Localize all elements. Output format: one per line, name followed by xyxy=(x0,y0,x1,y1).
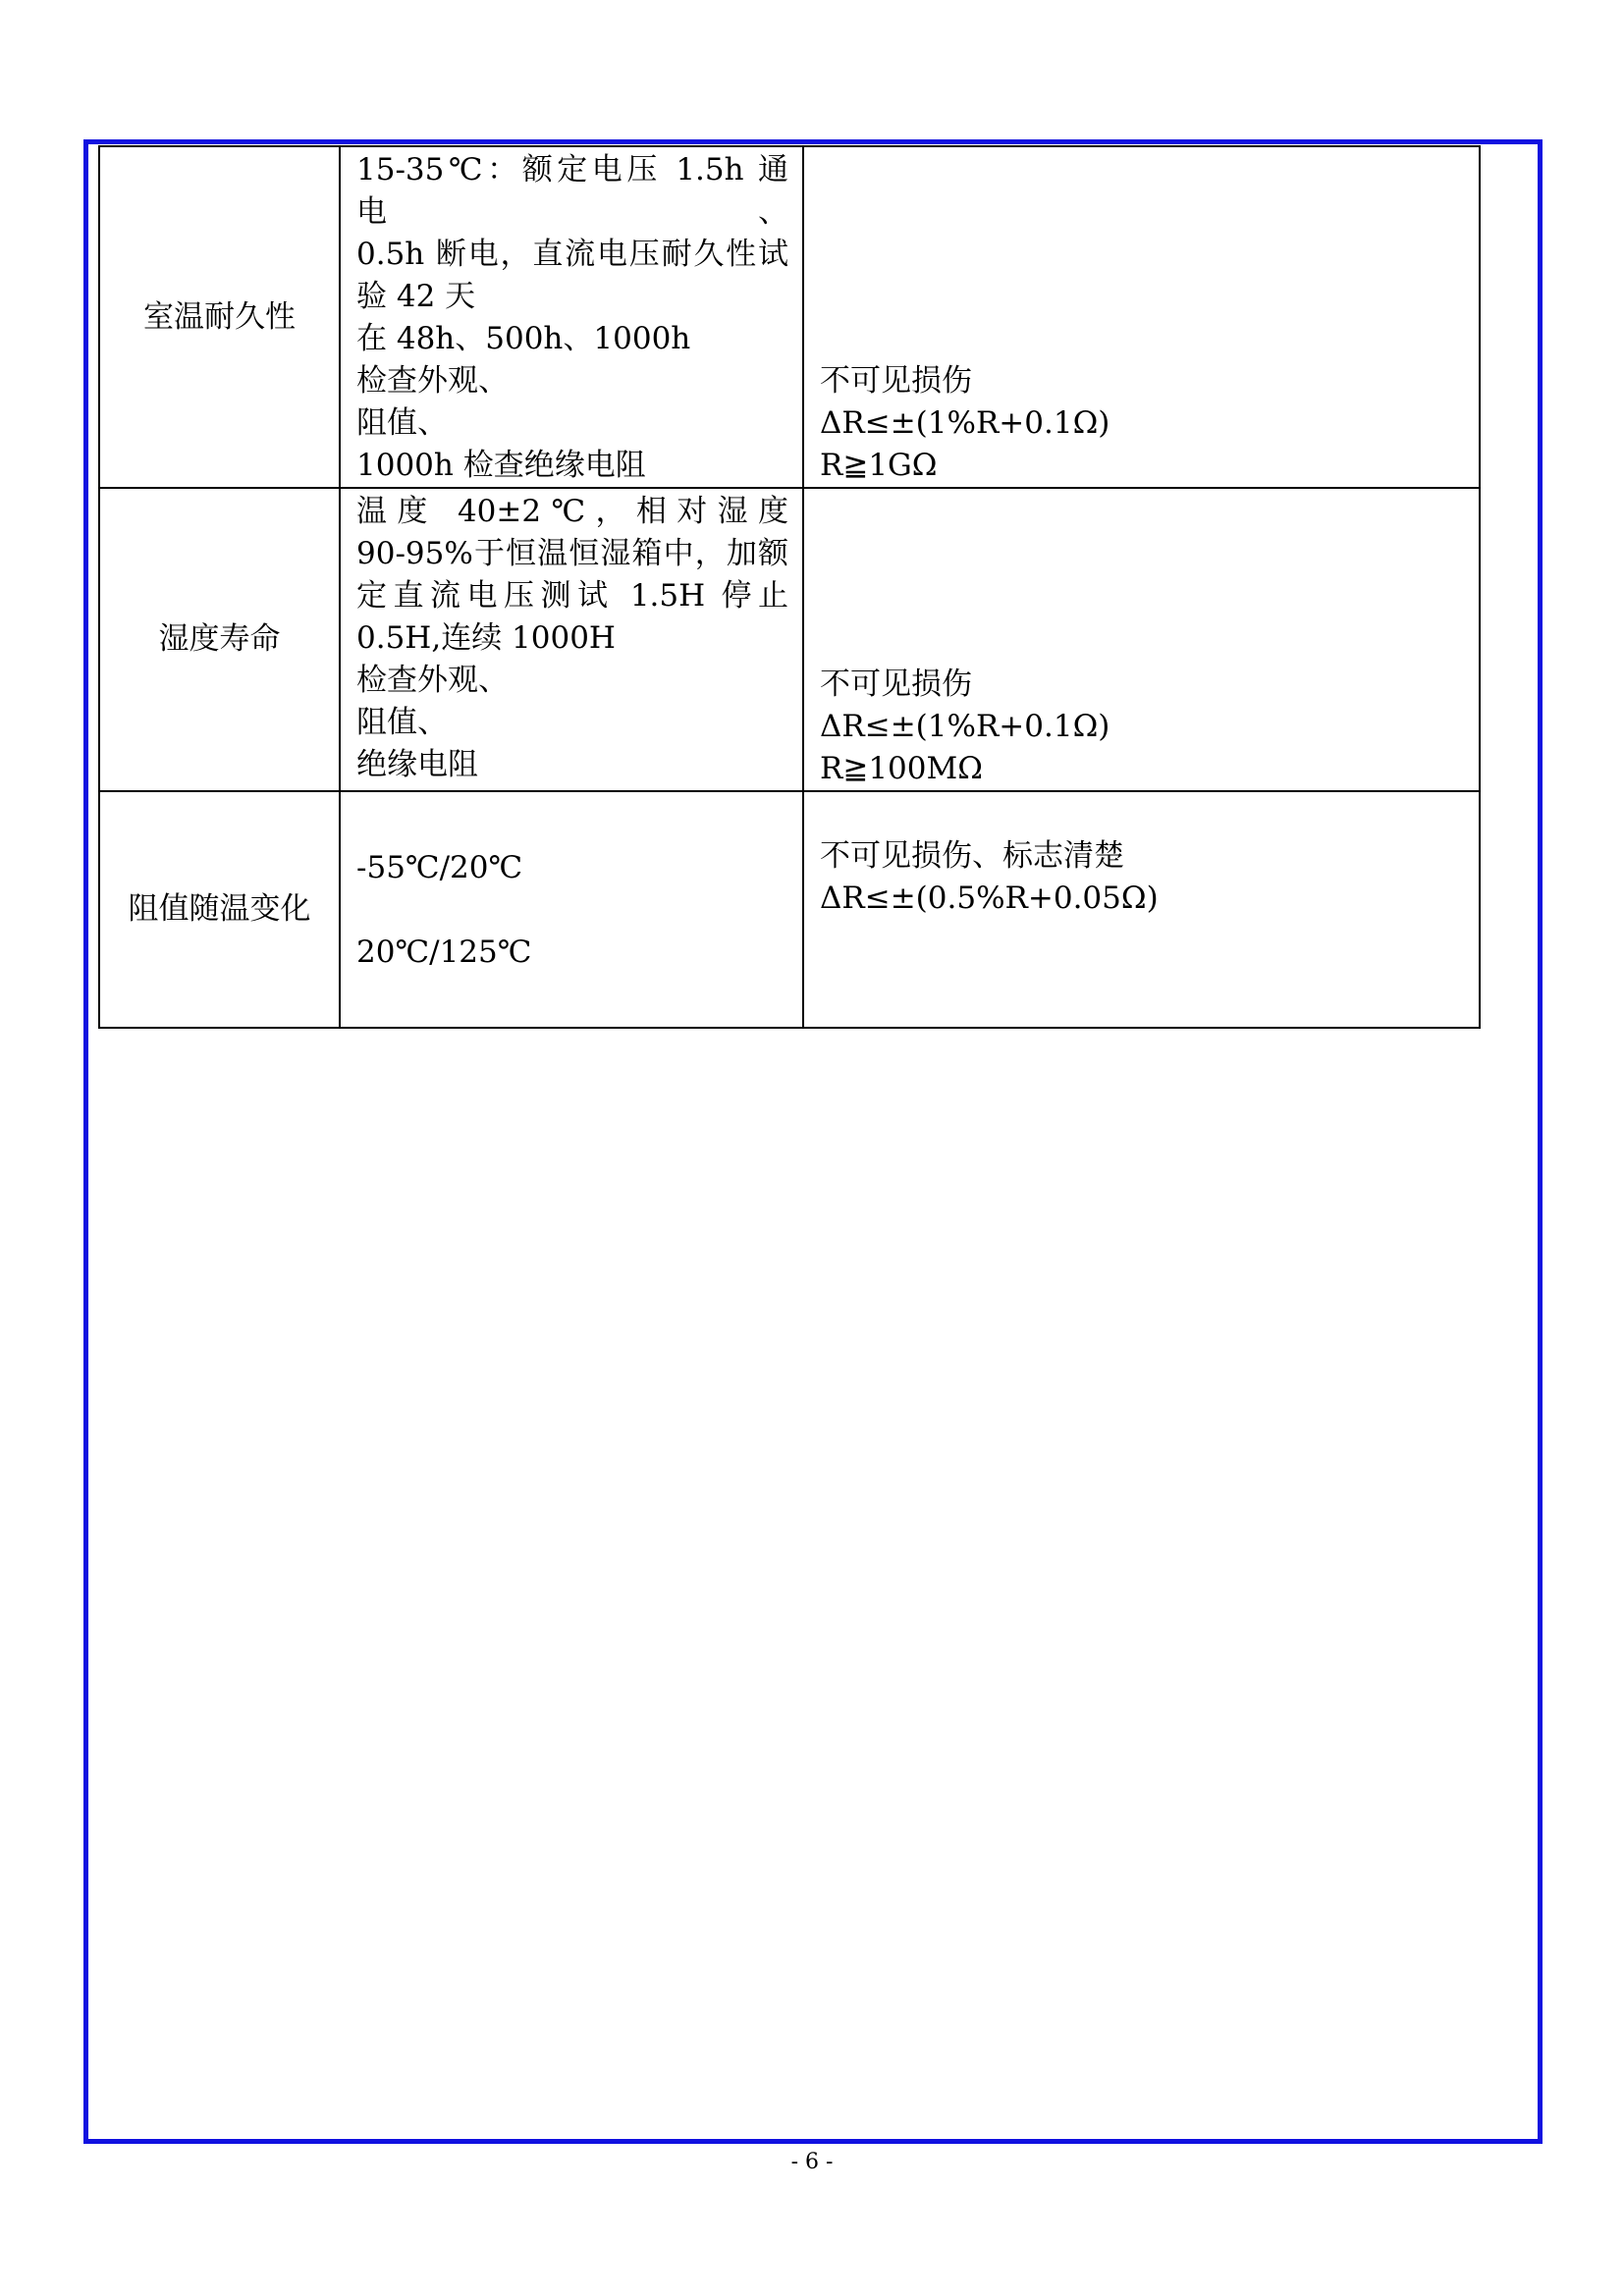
table-row xyxy=(99,488,1480,791)
requirements-cell xyxy=(803,488,1480,791)
condition-line: -55℃/20℃ xyxy=(356,850,523,885)
test-conditions-cell xyxy=(340,146,803,488)
condition-line: 绝缘电阻 xyxy=(356,747,478,782)
test-conditions-cell xyxy=(340,488,803,791)
requirement-line: 不可见损伤 xyxy=(820,667,972,702)
condition-line: 20℃/125℃ xyxy=(356,934,532,970)
requirement-line: ΔR≤±(1%R+0.1Ω) xyxy=(820,709,1110,744)
test-spec-table xyxy=(98,145,1481,1029)
condition-line: 检查外观、 xyxy=(356,363,509,399)
table-row xyxy=(99,791,1480,1028)
condition-line: 检查外观、 xyxy=(356,663,509,698)
page-number: - 6 - xyxy=(790,2150,834,2174)
requirement-line: R≧1GΩ xyxy=(820,448,938,483)
condition-line: 温度 40±2℃，相对湿度 xyxy=(356,494,788,529)
condition-line: 1000h 检查绝缘电阻 xyxy=(356,448,646,483)
condition-line: 90-95%于恒温恒湿箱中，加额 xyxy=(356,536,788,571)
table-row xyxy=(99,146,1480,488)
requirements-cell xyxy=(803,791,1480,1028)
condition-line: 15-35℃：额定电压 1.5h 通电、 xyxy=(356,152,788,230)
requirement-line: R≧100MΩ xyxy=(820,751,983,786)
test-item-cell: 室温耐久性 xyxy=(99,146,340,488)
requirement-line: ΔR≤±(0.5%R+0.05Ω) xyxy=(820,881,1159,916)
requirements-cell xyxy=(803,146,1480,488)
test-item-cell: 湿度寿命 xyxy=(99,488,340,791)
condition-line: 定直流电压测试 1.5H 停止 xyxy=(356,578,788,614)
requirement-line: 不可见损伤 xyxy=(820,363,972,399)
condition-line: 验 42 天 xyxy=(356,279,476,314)
requirement-line: 不可见损伤、标志清楚 xyxy=(820,838,1124,874)
condition-line: 在 48h、500h、1000h xyxy=(356,321,691,356)
test-item-cell: 阻值随温变化 xyxy=(99,791,340,1028)
test-conditions-cell xyxy=(340,791,803,1028)
condition-line: 0.5h 断电，直流电压耐久性试 xyxy=(356,237,788,272)
line-spacer xyxy=(356,889,788,932)
condition-line: 阻值、 xyxy=(356,705,448,740)
condition-line: 阻值、 xyxy=(356,405,448,441)
requirement-line: ΔR≤±(1%R+0.1Ω) xyxy=(820,405,1110,441)
condition-line: 0.5H,连续 1000H xyxy=(356,620,616,656)
